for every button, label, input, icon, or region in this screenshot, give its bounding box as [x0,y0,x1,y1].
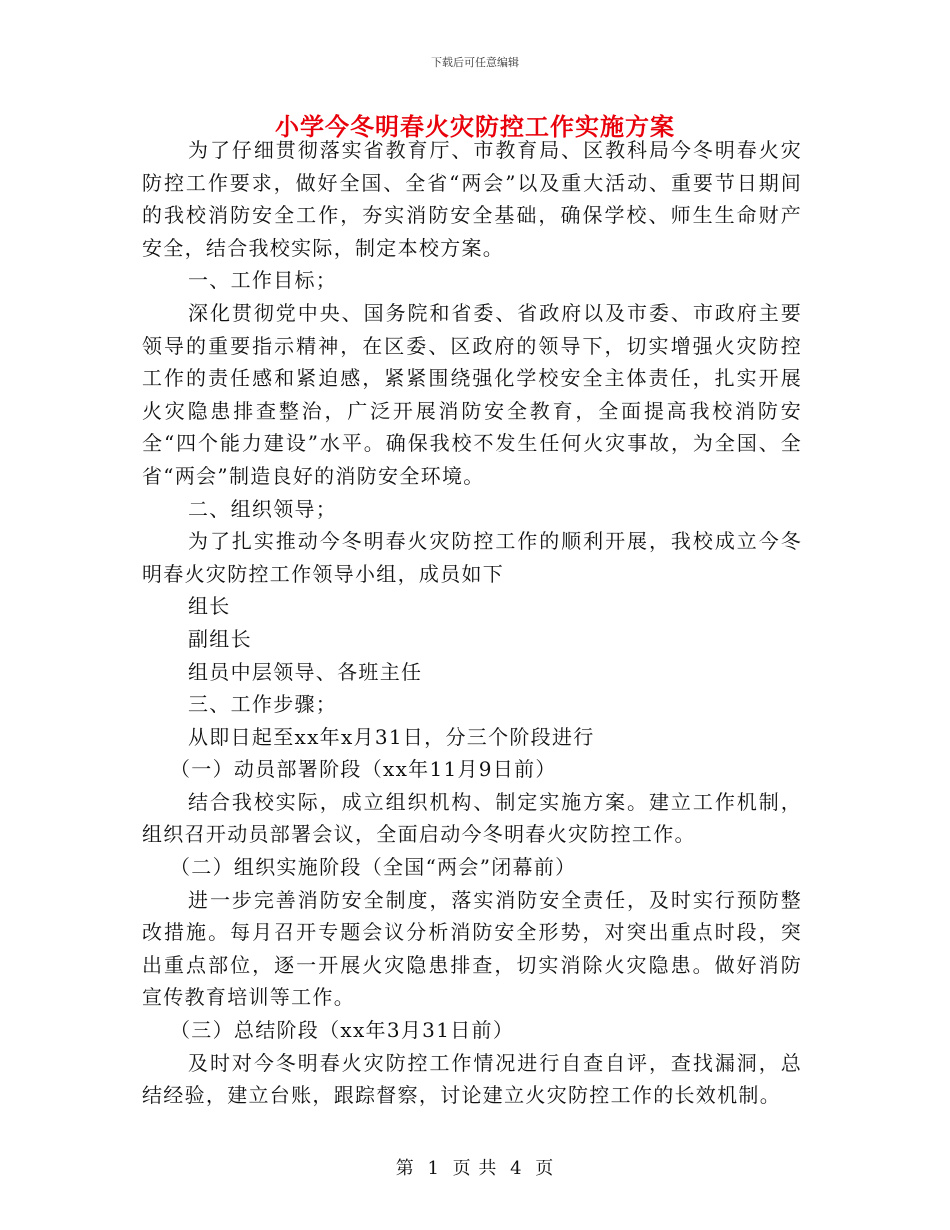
page-footer [0,1154,950,1180]
document-title: 小学今冬明春火灾防控工作实施方案 [275,112,675,141]
paragraph-steps: 从即日起至xx年x月31日，分三个阶段进行 [188,724,595,749]
footer-page-number: 1 [427,1158,440,1179]
member-deputy: 副组长 [188,626,252,651]
stage-paragraph-1: 结合我校实际，成立组织机构、制定实施方案。建立工作机制，组织召开动员部署会议，全面启动今冬明春火灾防控工作。 [142,789,802,847]
paragraph-leadership: 为了扎实推动今冬明春火灾防控工作的顺利开展，我校成立今冬明春火灾防控工作领导小组，成员如下 [142,529,802,586]
stage-heading-3: （三）总结阶段（xx年3月31日前） [170,1018,515,1043]
section-heading-leadership: 二、组织领导； [188,496,338,521]
document-body [142,134,802,1112]
paragraph-goals: 深化贯彻党中央、国务院和省委、省政府以及市委、市政府主要领导的重要指示精神，在区委、区政府的领导下，切实增强火灾防控工作的责任感和紧迫感，紧紧围绕强化学校安全主体责任，扎实开展火灾隐患排查整治，广泛开展消防安全教育，全面提高我校消防安全“四个能力建设”水平。确保我校不发生任何火灾事故，为全国、全省“两会”制造良好的消防安全环境。 [142,300,802,488]
footer-prefix: 第 [395,1158,415,1179]
footer-suffix: 页 [535,1158,555,1179]
footer-total-pages: 4 [510,1158,523,1179]
section-heading-steps: 三、工作步骤； [188,692,338,717]
header-note: 下载后可任意编辑 [431,56,519,69]
member-leader: 组长 [188,594,231,619]
stage-paragraph-3: 及时对今冬明春火灾防控工作情况进行自查自评，查找漏洞，总结经验，建立台账，跟踪督察，讨论建立火灾防控工作的长效机制。 [142,1050,802,1108]
stage-heading-2: （二）组织实施阶段（全国“两会”闭幕前） [170,855,577,880]
paragraph-intro: 为了仔细贯彻落实省教育厅、市教育局、区教科局今冬明春火灾防控工作要求，做好全国、全省“两会”以及重大活动、重要节日期间的我校消防安全工作，夯实消防安全基础，确保学校、师生生命财产安全，结合我校实际，制定本校方案。 [142,138,802,260]
stage-paragraph-2: 进一步完善消防安全制度，落实消防安全责任，及时实行预防整改措施。每月召开专题会议分析消防安全形势，对突出重点时段，突出重点部位，逐一开展火灾隐患排查，切实消除火灾隐患。做好消防宣传教育培训等工作。 [142,887,802,1010]
member-staff: 组员中层领导、各班主任 [188,659,423,684]
stage-heading-1: （一）动员部署阶段（xx年11月9日前） [170,757,557,782]
section-heading-goals: 一、工作目标； [188,268,338,293]
footer-middle: 页 共 [452,1158,498,1179]
